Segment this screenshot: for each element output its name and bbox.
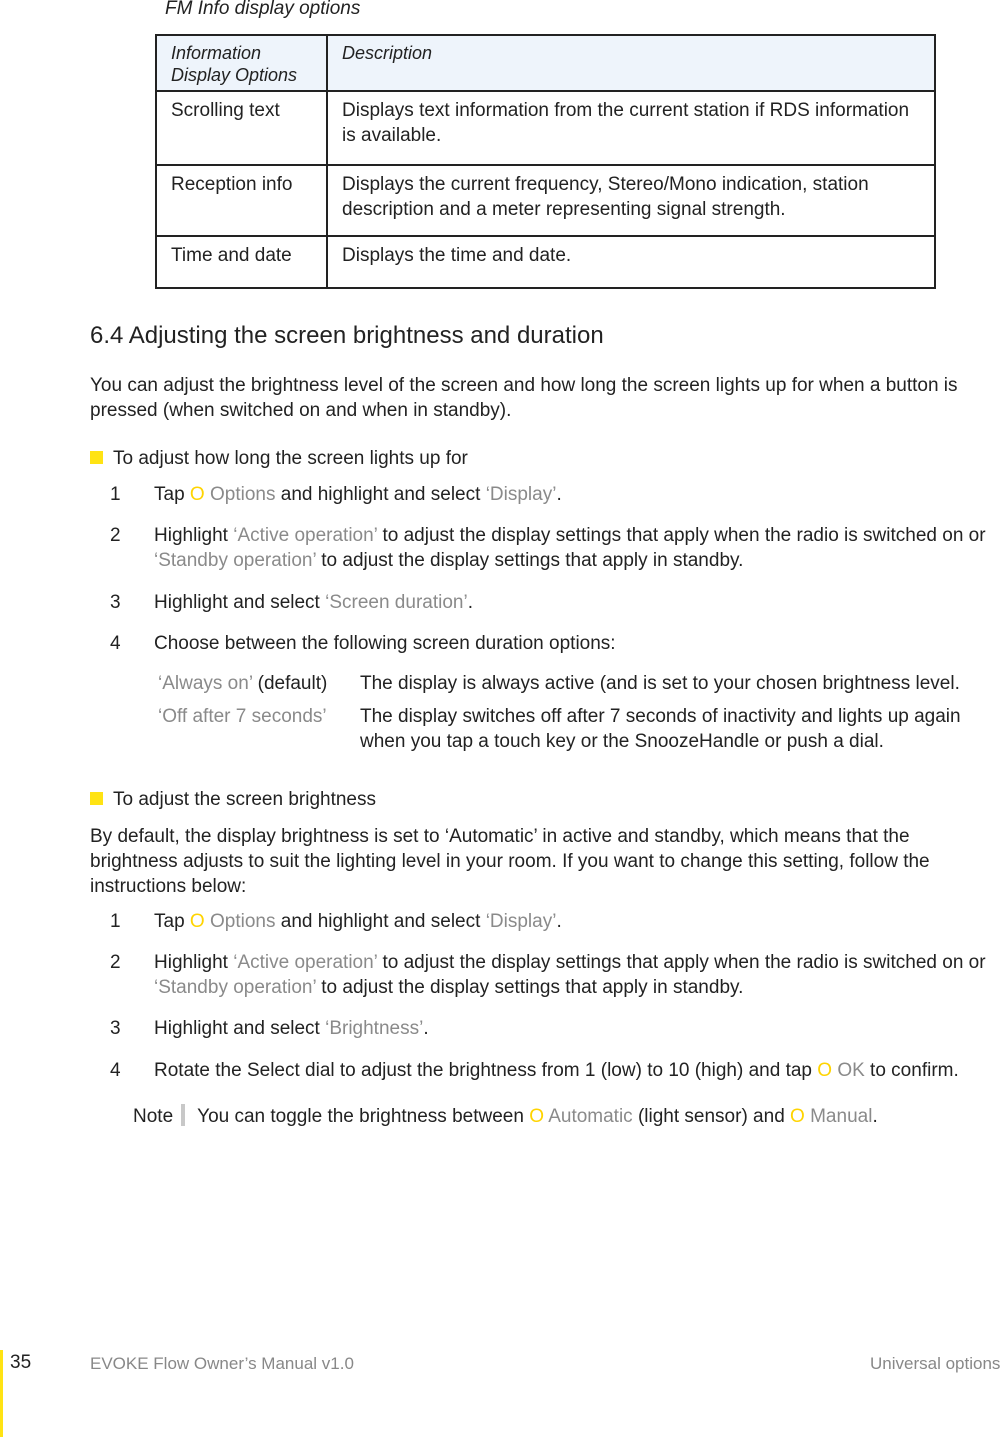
brightness-intro: By default, the display brightness is set to ‘Automatic’ in active and standby, which means that the brightness adjusts to suit the lighting level in your room. If you want to change this setting, follow the instructions below: [90,826,930,897]
section-intro: You can adjust the brightness level of the screen and how long the screen lights up for when a button is pressed (when switched on and when in standby). [90,375,958,421]
step-text: Highlight ‘Active operation’ to adjust the display settings that apply when the radio is switched on or ‘Standby operation’ to adjust the display settings that apply in standby. [154,952,986,998]
table-cell: Displays the time and date. [327,236,935,288]
circle-button-icon: O [189,484,205,505]
subheading-brightness [90,789,376,811]
table-row [156,165,935,236]
note-label: Note [133,1106,174,1127]
bullet-square-icon [90,451,103,464]
step-number: 1 [110,911,121,932]
circle-button-icon: O [817,1060,833,1081]
step-number: 3 [110,592,121,613]
step-text: Rotate the Select dial to adjust the brightness from 1 (low) to 10 (high) and tap O OK to confirm. [154,1060,959,1081]
table-cell: Reception info [156,165,327,236]
table-caption: FM Info display options [165,0,361,19]
table-cell: Displays text information from the current station if RDS information is available. [327,91,935,165]
table-header: Information Display Options [156,35,327,91]
step-text: Choose between the following screen duration options: [154,633,616,654]
step-number: 2 [110,525,121,546]
step-number: 4 [110,1060,121,1081]
step-item [110,950,1006,1000]
option-term: ‘Always on’ (default) [158,673,328,694]
table-row [156,236,935,288]
footer-title: EVOKE Flow Owner’s Manual v1.0 [90,1354,354,1373]
step-number: 1 [110,484,121,505]
table-cell: Time and date [156,236,327,288]
table-cell: Scrolling text [156,91,327,165]
subheading-duration [90,448,468,470]
table-header: Description [327,35,935,91]
step-number: 3 [110,1018,121,1039]
page-number: 35 [10,1352,32,1373]
circle-button-icon: O [189,911,205,932]
section-heading: 6.4 Adjusting the screen brightness and duration [90,322,604,349]
step-item [110,523,1006,573]
step-text: Tap O Options and highlight and select ‘Display’. [154,911,562,932]
subheading-text: To adjust how long the screen lights up for [113,448,468,469]
table-cell: Displays the current frequency, Stereo/Mono indication, station description and a meter representing signal strength. [327,165,935,236]
step-text: Highlight ‘Active operation’ to adjust the display settings that apply when the radio is switched on or ‘Standby operation’ to adjust the display settings that apply in standby. [154,525,986,571]
option-description: The display switches off after 7 seconds of inactivity and lights up again when you tap a touch key or the SnoozeHandle or push a dial. [360,706,961,752]
footer-section: Universal options [870,1354,1001,1373]
footer-accent-bar [0,1350,3,1437]
step-text: Highlight and select ‘Brightness’. [154,1018,429,1039]
option-term: ‘Off after 7 seconds’ [158,706,327,727]
step-number: 4 [110,633,121,654]
step-number: 2 [110,952,121,973]
step-text: Highlight and select ‘Screen duration’. [154,592,473,613]
bullet-square-icon [90,792,103,805]
subheading-text: To adjust the screen brightness [113,789,376,810]
note: Note You can toggle the brightness between O Automatic (light sensor) and O Manual. [133,1106,878,1127]
circle-button-icon: O [529,1106,544,1127]
step-text: Tap O Options and highlight and select ‘Display’. [154,484,562,505]
fm-info-table [155,34,936,289]
note-divider [181,1104,185,1126]
table-row [156,91,935,165]
option-description: The display is always active (and is set to your chosen brightness level. [360,673,960,694]
circle-button-icon: O [790,1106,805,1127]
